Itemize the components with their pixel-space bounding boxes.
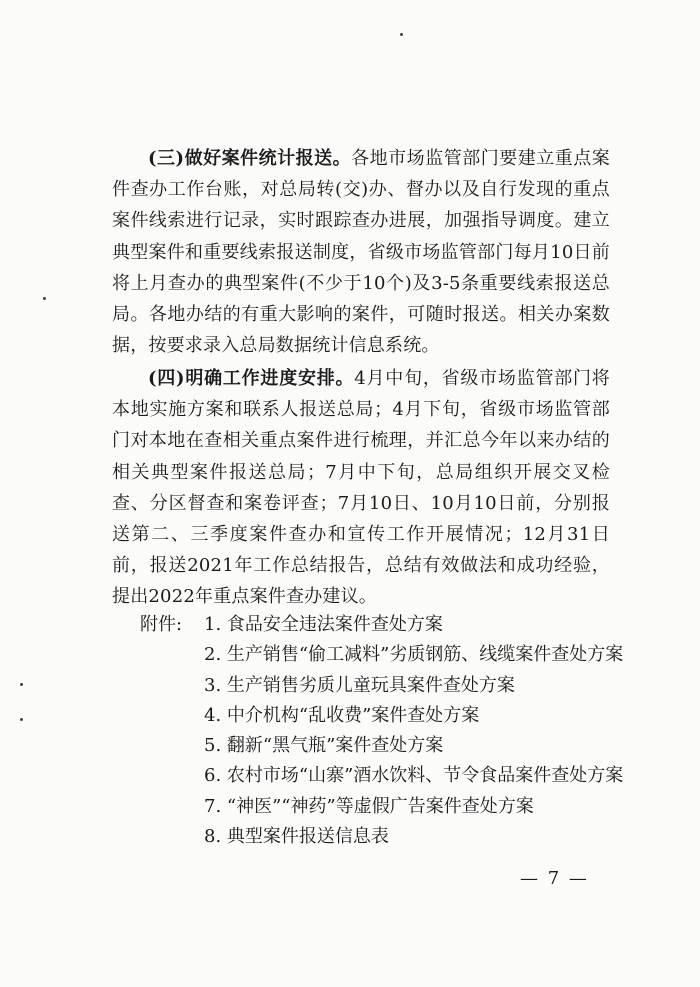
scan-speck bbox=[20, 718, 23, 721]
attachment-item: 3. 生产销售劣质儿童玩具案件查处方案 bbox=[204, 674, 515, 696]
list-item bbox=[140, 610, 620, 640]
paragraph-body: 4月中旬，省级市场监管部门将本地实施方案和联系人报送总局；4月下旬，省级市场监管部门对本地在查相关重点案件进行梳理，并汇总今年以来办结的相关典型案件报送总局；7月中下旬，总局组织开展交叉检查、分区督查和案卷评查；7月10日、10月10日前，分别报送第二、三季度案件查办和宣传工作开展情况；12月31日前，报送2021年工作总结报告，总结有效做法和成功经验，提出2022年重点案件查办建议。 bbox=[112, 368, 610, 608]
paragraph-heading: (三)做好案件统计报送。 bbox=[148, 148, 352, 169]
attachment-item: 4. 中介机构“乱收费”案件查处方案 bbox=[204, 704, 480, 726]
list-item bbox=[140, 822, 620, 852]
list-item bbox=[140, 701, 620, 731]
attachment-item: 2. 生产销售“偷工减料”劣质钢筋、线缆案件查处方案 bbox=[204, 644, 624, 666]
page-number: — 7 — bbox=[520, 868, 589, 889]
attachment-item: 8. 典型案件报送信息表 bbox=[204, 826, 389, 848]
attachment-label: 附件: bbox=[140, 614, 183, 635]
attachment-item: 1. 食品安全违法案件查处方案 bbox=[204, 614, 443, 635]
scan-speck bbox=[400, 33, 403, 36]
attachment-item: 6. 农村市场“山寨”酒水饮料、节令食品案件查处方案 bbox=[204, 765, 624, 787]
paragraph-heading: (四)明确工作进度安排。 bbox=[148, 368, 355, 389]
attachment-list bbox=[140, 610, 624, 852]
paragraph-body: 各地市场监管部门要建立重点案件查办工作台账，对总局转(交)办、督办以及自行发现的重点案件线索进行记录，实时跟踪查办进展，加强指导调度。建立典型案件和重要线索报送制度，省级市场监管部门每月10日前将上月查办的典型案件(不少于10个)及3-5条重要线索报送总局。各地办结的有重大影响的案件，可随时报送。相关办案数据，按要求录入总局数据统计信息系统。 bbox=[112, 148, 610, 357]
list-item bbox=[140, 761, 624, 791]
paragraph-case-statistics bbox=[112, 143, 610, 361]
attachment-item: 7. “神医”“神药”等虚假广告案件查处方案 bbox=[204, 795, 534, 817]
list-item bbox=[140, 671, 620, 701]
scan-speck bbox=[20, 683, 23, 686]
attachment-item: 5. 翻新“黑气瓶”案件查处方案 bbox=[204, 735, 444, 757]
list-item bbox=[140, 731, 620, 761]
paragraph-schedule bbox=[112, 363, 610, 613]
list-item bbox=[140, 792, 620, 822]
scan-speck bbox=[43, 297, 46, 300]
list-item bbox=[140, 640, 624, 670]
